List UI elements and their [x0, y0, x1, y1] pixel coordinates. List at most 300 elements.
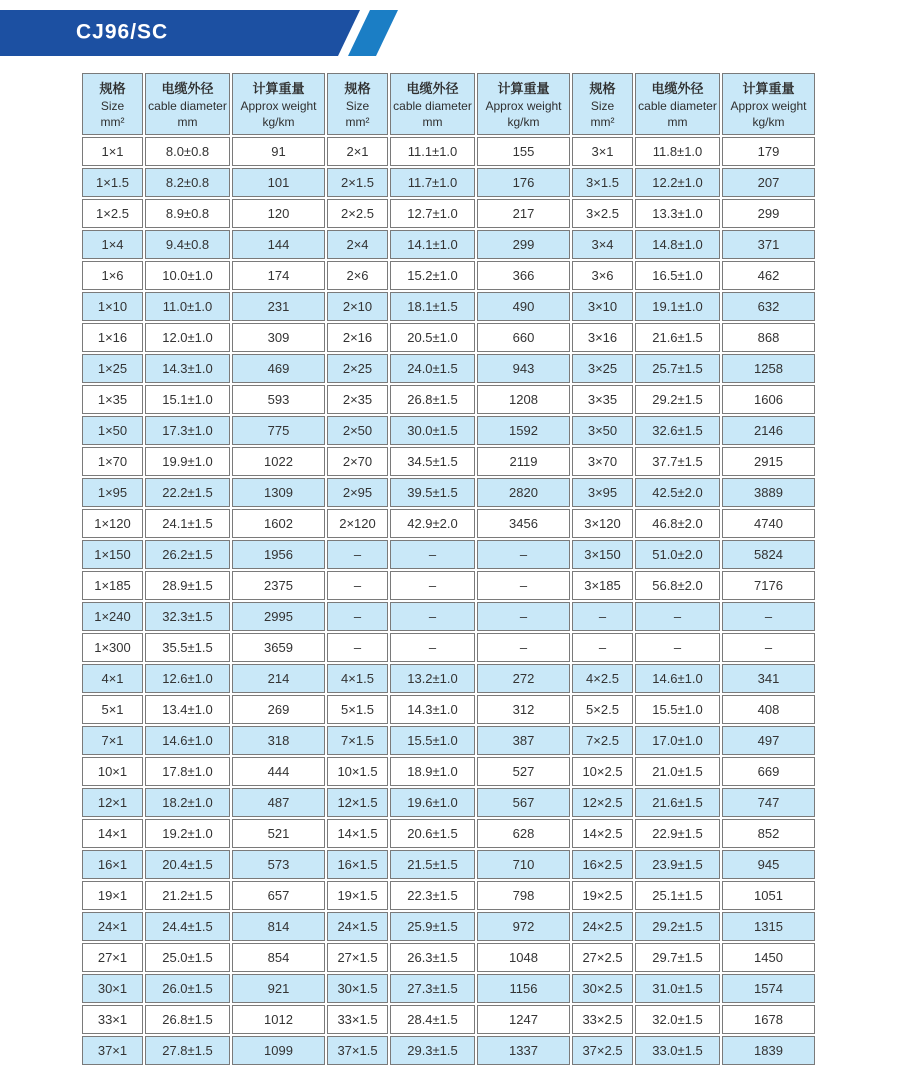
weight-cell: 155	[477, 137, 570, 166]
table-row	[82, 1036, 815, 1065]
weight-cell: 1022	[232, 447, 325, 476]
weight-cell: 2375	[232, 571, 325, 600]
col-header-diameter-1	[145, 73, 230, 135]
header-en: Approx weight	[730, 99, 807, 113]
table-header	[82, 73, 815, 135]
size-cell: 24×1	[82, 912, 143, 941]
diameter-cell: 17.0±1.0	[635, 726, 720, 755]
size-cell: 1×120	[82, 509, 143, 538]
size-cell: 7×2.5	[572, 726, 633, 755]
header-unit: mm²	[345, 115, 370, 129]
diameter-cell: 21.6±1.5	[635, 323, 720, 352]
size-cell: 3×1	[572, 137, 633, 166]
weight-cell: 231	[232, 292, 325, 321]
weight-cell: 1450	[722, 943, 815, 972]
diameter-cell: 29.3±1.5	[390, 1036, 475, 1065]
header-en: cable diameter	[393, 99, 472, 113]
size-cell: –	[327, 602, 388, 631]
weight-cell: 1602	[232, 509, 325, 538]
size-cell: 2×10	[327, 292, 388, 321]
diameter-cell: 11.0±1.0	[145, 292, 230, 321]
diameter-cell: 35.5±1.5	[145, 633, 230, 662]
weight-cell: 299	[722, 199, 815, 228]
size-cell: 12×1	[82, 788, 143, 817]
size-cell: 14×1	[82, 819, 143, 848]
table-row	[82, 726, 815, 755]
diameter-cell: 22.9±1.5	[635, 819, 720, 848]
header-zh: 规格	[589, 81, 616, 96]
weight-cell: 490	[477, 292, 570, 321]
weight-cell: –	[477, 540, 570, 569]
size-cell: 1×1	[82, 137, 143, 166]
size-cell: 16×1.5	[327, 850, 388, 879]
table-row	[82, 602, 815, 631]
diameter-cell: 15.5±1.0	[390, 726, 475, 755]
diameter-cell: 14.3±1.0	[145, 354, 230, 383]
table-row	[82, 974, 815, 1003]
page-title: CJ96/SC	[76, 20, 169, 44]
weight-cell: 854	[232, 943, 325, 972]
diameter-cell: 13.4±1.0	[145, 695, 230, 724]
size-cell: 1×2.5	[82, 199, 143, 228]
table-row	[82, 478, 815, 507]
diameter-cell: 14.6±1.0	[635, 664, 720, 693]
weight-cell: 921	[232, 974, 325, 1003]
diameter-cell: 16.5±1.0	[635, 261, 720, 290]
diameter-cell: 25.0±1.5	[145, 943, 230, 972]
header-unit: mm²	[100, 115, 125, 129]
size-cell: 16×2.5	[572, 850, 633, 879]
diameter-cell: 11.1±1.0	[390, 137, 475, 166]
header-en: Approx weight	[485, 99, 562, 113]
diameter-cell: 39.5±1.5	[390, 478, 475, 507]
weight-cell: 1099	[232, 1036, 325, 1065]
table-row	[82, 788, 815, 817]
weight-cell: 868	[722, 323, 815, 352]
size-cell: 4×2.5	[572, 664, 633, 693]
size-cell: 5×1	[82, 695, 143, 724]
weight-cell: 1839	[722, 1036, 815, 1065]
weight-cell: 1678	[722, 1005, 815, 1034]
diameter-cell: 29.7±1.5	[635, 943, 720, 972]
weight-cell: 972	[477, 912, 570, 941]
table-row	[82, 199, 815, 228]
header-zh: 规格	[344, 81, 371, 96]
weight-cell: –	[722, 602, 815, 631]
weight-cell: 1956	[232, 540, 325, 569]
weight-cell: 1012	[232, 1005, 325, 1034]
diameter-cell: 12.7±1.0	[390, 199, 475, 228]
weight-cell: 497	[722, 726, 815, 755]
weight-cell: 299	[477, 230, 570, 259]
size-cell: 1×50	[82, 416, 143, 445]
diameter-cell: 19.6±1.0	[390, 788, 475, 817]
diameter-cell: 32.0±1.5	[635, 1005, 720, 1034]
weight-cell: 747	[722, 788, 815, 817]
size-cell: 2×25	[327, 354, 388, 383]
weight-cell: 207	[722, 168, 815, 197]
diameter-cell: 11.8±1.0	[635, 137, 720, 166]
size-cell: 19×2.5	[572, 881, 633, 910]
diameter-cell: 26.2±1.5	[145, 540, 230, 569]
header-zh: 规格	[99, 81, 126, 96]
size-cell: 3×16	[572, 323, 633, 352]
size-cell: 2×120	[327, 509, 388, 538]
table-row	[82, 168, 815, 197]
diameter-cell: 15.5±1.0	[635, 695, 720, 724]
diameter-cell: 15.1±1.0	[145, 385, 230, 414]
size-cell: 1×25	[82, 354, 143, 383]
weight-cell: 943	[477, 354, 570, 383]
size-cell: 16×1	[82, 850, 143, 879]
diameter-cell: 14.6±1.0	[145, 726, 230, 755]
diameter-cell: 42.9±2.0	[390, 509, 475, 538]
weight-cell: –	[477, 602, 570, 631]
diameter-cell: 13.2±1.0	[390, 664, 475, 693]
size-cell: 5×1.5	[327, 695, 388, 724]
weight-cell: 7176	[722, 571, 815, 600]
table-row	[82, 292, 815, 321]
diameter-cell: 21.6±1.5	[635, 788, 720, 817]
weight-cell: 176	[477, 168, 570, 197]
size-cell: 4×1	[82, 664, 143, 693]
table-row	[82, 509, 815, 538]
size-cell: 1×70	[82, 447, 143, 476]
diameter-cell: 8.0±0.8	[145, 137, 230, 166]
diameter-cell: –	[390, 571, 475, 600]
col-header-diameter-3	[635, 73, 720, 135]
diameter-cell: 29.2±1.5	[635, 912, 720, 941]
size-cell: 2×35	[327, 385, 388, 414]
weight-cell: 269	[232, 695, 325, 724]
weight-cell: 387	[477, 726, 570, 755]
weight-cell: 174	[232, 261, 325, 290]
size-cell: 37×2.5	[572, 1036, 633, 1065]
weight-cell: 4740	[722, 509, 815, 538]
diameter-cell: 26.0±1.5	[145, 974, 230, 1003]
table-row	[82, 664, 815, 693]
size-cell: 30×1	[82, 974, 143, 1003]
weight-cell: 444	[232, 757, 325, 786]
size-cell: –	[327, 540, 388, 569]
weight-cell: 628	[477, 819, 570, 848]
weight-cell: 214	[232, 664, 325, 693]
diameter-cell: 31.0±1.5	[635, 974, 720, 1003]
size-cell: 14×1.5	[327, 819, 388, 848]
diameter-cell: 18.1±1.5	[390, 292, 475, 321]
weight-cell: 462	[722, 261, 815, 290]
table-row	[82, 850, 815, 879]
size-cell: 19×1	[82, 881, 143, 910]
size-cell: 37×1.5	[327, 1036, 388, 1065]
weight-cell: 1156	[477, 974, 570, 1003]
weight-cell: 312	[477, 695, 570, 724]
diameter-cell: 8.2±0.8	[145, 168, 230, 197]
table-row	[82, 943, 815, 972]
weight-cell: 573	[232, 850, 325, 879]
diameter-cell: 19.1±1.0	[635, 292, 720, 321]
diameter-cell: 8.9±0.8	[145, 199, 230, 228]
size-cell: 1×240	[82, 602, 143, 631]
diameter-cell: 20.4±1.5	[145, 850, 230, 879]
weight-cell: 371	[722, 230, 815, 259]
size-cell: 2×16	[327, 323, 388, 352]
header-zh: 计算重量	[742, 81, 795, 96]
size-cell: 1×16	[82, 323, 143, 352]
diameter-cell: 25.9±1.5	[390, 912, 475, 941]
weight-cell: 1337	[477, 1036, 570, 1065]
table-row	[82, 571, 815, 600]
table-row	[82, 137, 815, 166]
size-cell: 10×2.5	[572, 757, 633, 786]
weight-cell: 669	[722, 757, 815, 786]
weight-cell: –	[722, 633, 815, 662]
weight-cell: 3889	[722, 478, 815, 507]
weight-cell: 469	[232, 354, 325, 383]
diameter-cell: 20.5±1.0	[390, 323, 475, 352]
weight-cell: 593	[232, 385, 325, 414]
col-header-size-1	[82, 73, 143, 135]
size-cell: 10×1	[82, 757, 143, 786]
diameter-cell: 15.2±1.0	[390, 261, 475, 290]
diameter-cell: 26.8±1.5	[145, 1005, 230, 1034]
size-cell: 1×1.5	[82, 168, 143, 197]
weight-cell: 272	[477, 664, 570, 693]
weight-cell: 217	[477, 199, 570, 228]
table-row	[82, 695, 815, 724]
size-cell: 3×185	[572, 571, 633, 600]
size-cell: 1×95	[82, 478, 143, 507]
size-cell: 30×1.5	[327, 974, 388, 1003]
weight-cell: 1606	[722, 385, 815, 414]
header-en: cable diameter	[638, 99, 717, 113]
size-cell: 3×35	[572, 385, 633, 414]
size-cell: 33×1.5	[327, 1005, 388, 1034]
size-cell: 3×1.5	[572, 168, 633, 197]
table-row	[82, 385, 815, 414]
diameter-cell: –	[635, 633, 720, 662]
size-cell: 7×1.5	[327, 726, 388, 755]
diameter-cell: 13.3±1.0	[635, 199, 720, 228]
weight-cell: 366	[477, 261, 570, 290]
weight-cell: 3456	[477, 509, 570, 538]
table-row	[82, 416, 815, 445]
table-row	[82, 447, 815, 476]
size-cell: 3×10	[572, 292, 633, 321]
size-cell: 3×4	[572, 230, 633, 259]
size-cell: 3×150	[572, 540, 633, 569]
header-unit: kg/km	[752, 115, 785, 129]
header-unit: mm	[667, 115, 688, 129]
size-cell: 7×1	[82, 726, 143, 755]
diameter-cell: 27.8±1.5	[145, 1036, 230, 1065]
diameter-cell: 24.4±1.5	[145, 912, 230, 941]
size-cell: 1×150	[82, 540, 143, 569]
size-cell: 14×2.5	[572, 819, 633, 848]
diameter-cell: 29.2±1.5	[635, 385, 720, 414]
weight-cell: 1315	[722, 912, 815, 941]
weight-cell: 120	[232, 199, 325, 228]
size-cell: 2×2.5	[327, 199, 388, 228]
weight-cell: 408	[722, 695, 815, 724]
diameter-cell: 24.1±1.5	[145, 509, 230, 538]
header-en: Approx weight	[240, 99, 317, 113]
weight-cell: –	[477, 571, 570, 600]
table-row	[82, 261, 815, 290]
size-cell: 3×120	[572, 509, 633, 538]
weight-cell: 1051	[722, 881, 815, 910]
header-unit: mm	[177, 115, 198, 129]
diameter-cell: 37.7±1.5	[635, 447, 720, 476]
table-row	[82, 881, 815, 910]
weight-cell: 632	[722, 292, 815, 321]
size-cell: 27×1.5	[327, 943, 388, 972]
size-cell: 37×1	[82, 1036, 143, 1065]
diameter-cell: 56.8±2.0	[635, 571, 720, 600]
weight-cell: 567	[477, 788, 570, 817]
weight-cell: 2820	[477, 478, 570, 507]
header-en: Size	[345, 99, 370, 113]
diameter-cell: 26.8±1.5	[390, 385, 475, 414]
size-cell: 12×1.5	[327, 788, 388, 817]
size-cell: 30×2.5	[572, 974, 633, 1003]
weight-cell: 487	[232, 788, 325, 817]
size-cell: 2×95	[327, 478, 388, 507]
col-header-weight-1	[232, 73, 325, 135]
header-unit: mm²	[590, 115, 615, 129]
size-cell: 3×2.5	[572, 199, 633, 228]
size-cell: 1×35	[82, 385, 143, 414]
header-zh: 电缆外径	[651, 81, 704, 96]
weight-cell: 144	[232, 230, 325, 259]
diameter-cell: 17.8±1.0	[145, 757, 230, 786]
weight-cell: 5824	[722, 540, 815, 569]
weight-cell: 1247	[477, 1005, 570, 1034]
diameter-cell: 30.0±1.5	[390, 416, 475, 445]
weight-cell: 657	[232, 881, 325, 910]
weight-cell: 1309	[232, 478, 325, 507]
diameter-cell: 28.9±1.5	[145, 571, 230, 600]
size-cell: 12×2.5	[572, 788, 633, 817]
header-en: Size	[590, 99, 615, 113]
header-zh: 计算重量	[497, 81, 550, 96]
size-cell: 4×1.5	[327, 664, 388, 693]
weight-cell: 2915	[722, 447, 815, 476]
size-cell: 10×1.5	[327, 757, 388, 786]
header-en: cable diameter	[148, 99, 227, 113]
col-header-size-2	[327, 73, 388, 135]
weight-cell: 179	[722, 137, 815, 166]
size-cell: 2×1.5	[327, 168, 388, 197]
size-cell: 27×1	[82, 943, 143, 972]
weight-cell: 852	[722, 819, 815, 848]
diameter-cell: 28.4±1.5	[390, 1005, 475, 1034]
diameter-cell: 27.3±1.5	[390, 974, 475, 1003]
size-cell: –	[572, 602, 633, 631]
size-cell: 3×70	[572, 447, 633, 476]
weight-cell: 91	[232, 137, 325, 166]
table-row	[82, 540, 815, 569]
weight-cell: 2995	[232, 602, 325, 631]
title-banner	[0, 10, 430, 56]
diameter-cell: 21.5±1.5	[390, 850, 475, 879]
diameter-cell: 26.3±1.5	[390, 943, 475, 972]
weight-cell: 814	[232, 912, 325, 941]
diameter-cell: 18.9±1.0	[390, 757, 475, 786]
header-unit: mm	[422, 115, 443, 129]
weight-cell: 318	[232, 726, 325, 755]
size-cell: 24×2.5	[572, 912, 633, 941]
diameter-cell: –	[390, 633, 475, 662]
col-header-weight-2	[477, 73, 570, 135]
size-cell: 2×70	[327, 447, 388, 476]
col-header-diameter-2	[390, 73, 475, 135]
header-zh: 计算重量	[252, 81, 305, 96]
header-row	[82, 73, 815, 135]
diameter-cell: 19.9±1.0	[145, 447, 230, 476]
diameter-cell: 23.9±1.5	[635, 850, 720, 879]
diameter-cell: 12.0±1.0	[145, 323, 230, 352]
spec-table	[80, 71, 817, 1067]
header-zh: 电缆外径	[161, 81, 214, 96]
size-cell: 3×6	[572, 261, 633, 290]
weight-cell: 2146	[722, 416, 815, 445]
weight-cell: 341	[722, 664, 815, 693]
diameter-cell: 25.1±1.5	[635, 881, 720, 910]
weight-cell: 527	[477, 757, 570, 786]
size-cell: 2×1	[327, 137, 388, 166]
size-cell: 3×95	[572, 478, 633, 507]
size-cell: 24×1.5	[327, 912, 388, 941]
weight-cell: 1258	[722, 354, 815, 383]
table-row	[82, 633, 815, 662]
header-zh: 电缆外径	[406, 81, 459, 96]
weight-cell: 798	[477, 881, 570, 910]
diameter-cell: 32.3±1.5	[145, 602, 230, 631]
diameter-cell: 22.2±1.5	[145, 478, 230, 507]
table-row	[82, 819, 815, 848]
size-cell: 1×4	[82, 230, 143, 259]
size-cell: 19×1.5	[327, 881, 388, 910]
diameter-cell: 18.2±1.0	[145, 788, 230, 817]
col-header-weight-3	[722, 73, 815, 135]
size-cell: –	[327, 571, 388, 600]
table-row	[82, 1005, 815, 1034]
size-cell: 1×10	[82, 292, 143, 321]
weight-cell: 1208	[477, 385, 570, 414]
diameter-cell: 51.0±2.0	[635, 540, 720, 569]
size-cell: 2×50	[327, 416, 388, 445]
table-body	[82, 137, 815, 1065]
weight-cell: 1048	[477, 943, 570, 972]
diameter-cell: 12.2±1.0	[635, 168, 720, 197]
diameter-cell: 10.0±1.0	[145, 261, 230, 290]
size-cell: 2×4	[327, 230, 388, 259]
table-row	[82, 354, 815, 383]
table-row	[82, 323, 815, 352]
weight-cell: 309	[232, 323, 325, 352]
diameter-cell: 11.7±1.0	[390, 168, 475, 197]
diameter-cell: 17.3±1.0	[145, 416, 230, 445]
size-cell: –	[327, 633, 388, 662]
size-cell: 27×2.5	[572, 943, 633, 972]
weight-cell: 521	[232, 819, 325, 848]
diameter-cell: 9.4±0.8	[145, 230, 230, 259]
size-cell: 1×6	[82, 261, 143, 290]
table-row	[82, 757, 815, 786]
diameter-cell: 14.1±1.0	[390, 230, 475, 259]
size-cell: 3×50	[572, 416, 633, 445]
